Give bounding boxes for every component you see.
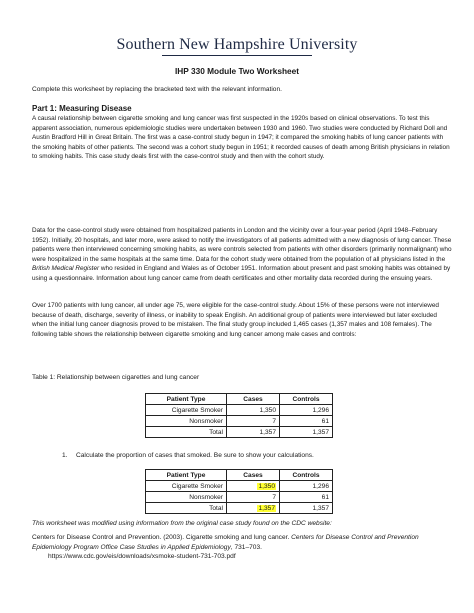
table2-cell — [227, 503, 280, 514]
intro-text: Complete this worksheet by replacing the bracketed text with the relevant information. — [32, 86, 282, 93]
logo-underline — [162, 55, 312, 56]
journal-name: British Medical Register — [32, 265, 100, 273]
question-number: 1. — [62, 452, 68, 459]
table-row — [146, 503, 333, 514]
table2-cell: Nonsmoker — [146, 492, 227, 503]
table1 — [145, 393, 333, 438]
table-row — [146, 481, 333, 492]
table1-cell: 1,357 — [280, 427, 333, 438]
table1-header-row — [146, 394, 333, 405]
source-note: This worksheet was modified using information from the original case study found on the CDC website: — [32, 520, 332, 527]
table1-caption: Table 1: Relationship between cigarettes and lung cancer — [32, 374, 200, 381]
citation-part-b: , 731–703. — [230, 543, 262, 551]
question-text: Calculate the proportion of cases that smoked. Be sure to show your calculations. — [76, 452, 314, 459]
table1-cell: 61 — [280, 416, 333, 427]
table2-cell: 61 — [280, 492, 333, 503]
paragraph-1: A causal relationship between cigarette smoking and lung cancer was first suspected in the 1920s based on clinical observations. To test this apparent association, numerous epidemiologic studies were undertaken between 1930 and 1960. Two studies were conducted by Richard Doll and Austin Bradford Hill in Great Britain. The first was a case-control study begun in 1947; it compared the smoking habits of lung cancer patients with the smoking habits of other patients. The second was a cohort study begun in 1951; it recorded causes of death among British physicians in relation to smoking habits. This case study deals first with the case-control study and then with the cohort study. — [32, 115, 450, 161]
table1-cell: 1,350 — [227, 405, 280, 416]
table-row — [146, 492, 333, 503]
table1-cell: Total — [146, 427, 227, 438]
part1-heading: Part 1: Measuring Disease — [32, 104, 132, 113]
paragraph-2-part-a: Data for the case-control study were obtained from hospitalized patients in London and the vicinity over a four-year period (April 1948–February 1952). Initially, 20 hospitals, and later more, were asked to notify the investigators of all patients admitted with a new diagnosis of lung cancer. These patients were then interviewed concerning smoking habits, as were controls selected from patients with other disorders (primarily nonmalignant) who were hospitalized in the same hospitals at the same time. Data for the cohort study were obtained from the population of all physicians listed in the — [32, 227, 452, 263]
table1-header-cases: Cases — [227, 394, 280, 405]
citation-title: Centers for Disease Control and Prevention Epidemiology Program Office Case Studies in Applied Epidemiology — [32, 534, 419, 551]
citation — [32, 533, 454, 562]
paragraph-2-part-b: who resided in England and Wales as of October 1951. Information about present and past smoking habits was obtained by using a questionnaire. Information about lung cancer came from death certificates and other mortality data recorded during the ensuing years. — [32, 265, 451, 282]
highlighted-value: 1,350 — [258, 482, 275, 490]
table1-cell: 1,357 — [227, 427, 280, 438]
table2-cell: 1,296 — [280, 481, 333, 492]
citation-url: https://www.cdc.gov/eis/downloads/xsmoke-student-731-703.pdf — [48, 553, 236, 561]
table2-header-patient-type: Patient Type — [146, 470, 227, 481]
page-title: IHP 330 Module Two Worksheet — [174, 66, 300, 76]
highlighted-value: 1,357 — [258, 504, 275, 512]
table2-cell: Cigarette Smoker — [146, 481, 227, 492]
paragraph-3: Over 1700 patients with lung cancer, all under age 75, were eligible for the case-control study. About 15% of these persons were not interviewed because of death, discharge, severity of illness, or inability to speak English. An additional group of patients were interviewed but later excluded when the initial lung cancer diagnosis proved to be mistaken. The final study group included 1,465 cases (1,357 males and 108 females). The following table shows the relationship between cigarette smoking and lung cancer among male cases and controls: — [32, 302, 439, 338]
university-name: Southern New Hampshire University — [116, 36, 358, 53]
table1-header-controls: Controls — [280, 394, 333, 405]
table1-header-patient-type: Patient Type — [146, 394, 227, 405]
table-row — [146, 416, 333, 427]
table-row — [146, 405, 333, 416]
table2-cell: Total — [146, 503, 227, 514]
table2-cell: 7 — [227, 492, 280, 503]
citation-part-a: Centers for Disease Control and Prevention. (2003). Cigarette smoking and lung cancer. — [32, 534, 292, 541]
table2-header-cases: Cases — [227, 470, 280, 481]
table-row — [146, 427, 333, 438]
table1-cell: Cigarette Smoker — [146, 405, 227, 416]
table2-header-controls: Controls — [280, 470, 333, 481]
table1-cell: 1,296 — [280, 405, 333, 416]
table2 — [145, 469, 333, 514]
paragraph-2 — [32, 226, 452, 284]
table1-cell: Nonsmoker — [146, 416, 227, 427]
table2-header-row — [146, 470, 333, 481]
table2-cell — [227, 481, 280, 492]
table1-cell: 7 — [227, 416, 280, 427]
university-logo — [0, 36, 474, 56]
table2-cell: 1,357 — [280, 503, 333, 514]
question-1 — [62, 452, 314, 459]
